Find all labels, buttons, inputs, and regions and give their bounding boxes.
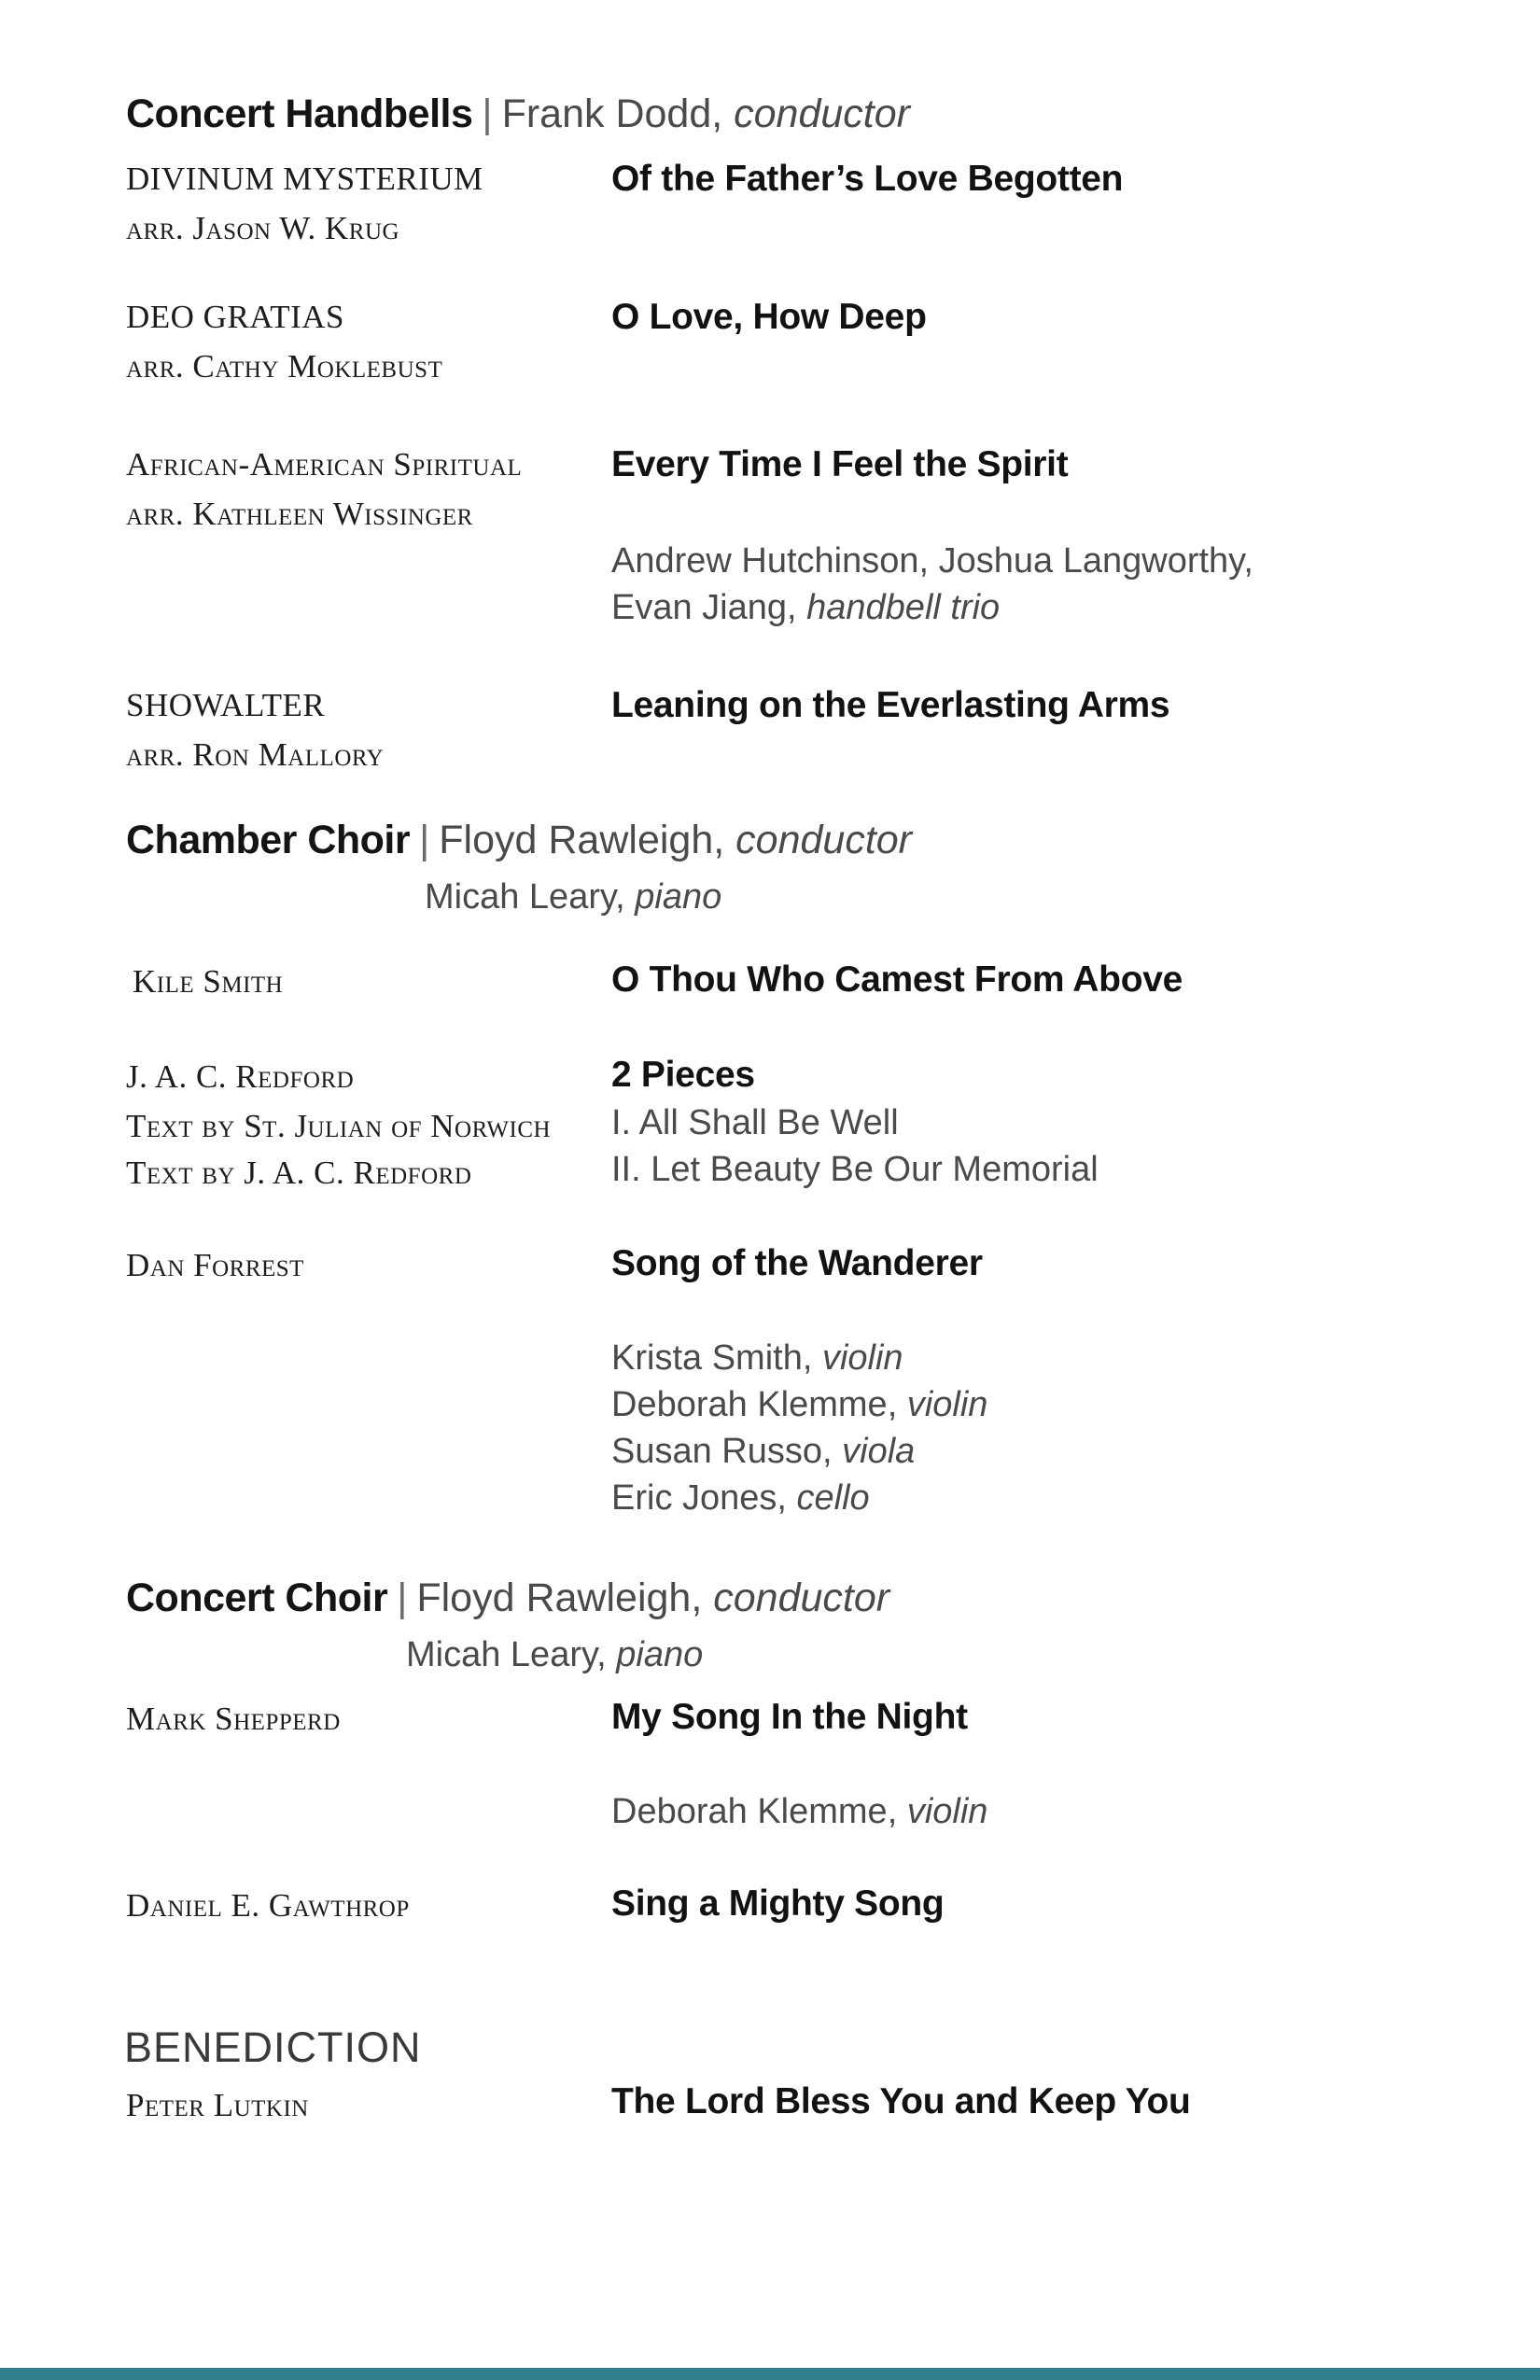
composer-name: Peter Lutkin: [126, 2087, 309, 2123]
piece-title: Of the Father’s Love Begotten: [611, 159, 1124, 199]
movement-title: I. All Shall Be Well: [611, 1103, 899, 1142]
performer-names: Evan Jiang,: [611, 588, 797, 627]
composer-name: Dan Forrest: [126, 1247, 304, 1283]
composer-name: Mark Shepperd: [126, 1701, 341, 1737]
piece-title: Sing a Mighty Song: [611, 1883, 945, 1924]
section-header-director: Floyd Rawleigh,: [416, 1575, 703, 1620]
header-separator: |: [397, 1575, 408, 1620]
piece-title: 2 Pieces: [611, 1055, 755, 1095]
accompanist-role: piano: [616, 1635, 704, 1674]
composer-name: SHOWALTER: [126, 687, 326, 723]
performer-names: Eric Jones,: [611, 1478, 787, 1518]
section-header-director: Floyd Rawleigh,: [439, 818, 725, 862]
performer-role: viola: [842, 1432, 916, 1471]
benediction-label: BENEDICTION: [124, 2023, 422, 2071]
accompanist-name: Micah Leary,: [406, 1635, 607, 1674]
accompanist-role: piano: [635, 877, 722, 917]
performer-names: Deborah Klemme,: [611, 1385, 898, 1424]
arranger-credit: arr. Jason W. Krug: [126, 210, 400, 246]
section-header-role: conductor: [734, 91, 910, 136]
composer-name: J. A. C. Redford: [126, 1058, 355, 1095]
performer-role: violin: [906, 1792, 988, 1831]
composer-name: Kile Smith: [133, 963, 284, 1000]
piece-title: O Love, How Deep: [611, 297, 927, 337]
performer-names: Susan Russo,: [611, 1432, 833, 1471]
composer-name: DEO GRATIAS: [126, 299, 344, 335]
performer-names: Krista Smith,: [611, 1338, 813, 1378]
section-header: [126, 818, 912, 863]
accompanist-credit: [425, 877, 721, 917]
piece-title: The Lord Bless You and Keep You: [611, 2081, 1191, 2121]
performer-credit: [611, 1478, 870, 1519]
section-header: [126, 1575, 889, 1621]
header-separator: |: [419, 818, 430, 862]
performer-role: handbell trio: [806, 588, 1001, 627]
section-header-ensemble: Concert Handbells: [126, 91, 473, 136]
text-credit: Text by J. A. C. Redford: [126, 1155, 472, 1191]
header-separator: |: [482, 91, 493, 136]
movement-title: II. Let Beauty Be Our Memorial: [611, 1150, 1099, 1189]
section-header-ensemble: Chamber Choir: [126, 818, 411, 862]
section-header-director: Frank Dodd,: [501, 91, 723, 136]
footer-accent-bar: [0, 2368, 1540, 2380]
accompanist-name: Micah Leary,: [425, 877, 625, 917]
section-header-role: conductor: [713, 1575, 890, 1620]
piece-title: My Song In the Night: [611, 1697, 968, 1737]
performer-credit: [611, 1792, 987, 1832]
performer-credit: [611, 1432, 915, 1472]
section-header: [126, 91, 910, 137]
piece-title: Every Time I Feel the Spirit: [611, 444, 1069, 484]
performer-credit: [611, 588, 1000, 628]
performer-role: cello: [796, 1478, 870, 1518]
performer-credit: [611, 1338, 903, 1379]
composer-name: African-American Spiritual: [126, 446, 523, 483]
composer-name: DIVINUM MYSTERIUM: [126, 161, 483, 197]
text-credit: Text by St. Julian of Norwich: [126, 1108, 552, 1144]
section-header-ensemble: Concert Choir: [126, 1575, 388, 1620]
arranger-credit: arr. Cathy Moklebust: [126, 348, 443, 385]
performer-credit: [611, 1385, 987, 1425]
performer-role: violin: [906, 1385, 988, 1424]
performer-names: Deborah Klemme,: [611, 1792, 898, 1831]
accompanist-credit: [406, 1635, 703, 1675]
composer-name: Daniel E. Gawthrop: [126, 1887, 410, 1924]
section-header-role: conductor: [735, 818, 912, 862]
arranger-credit: arr. Ron Mallory: [126, 736, 385, 773]
piece-title: Leaning on the Everlasting Arms: [611, 685, 1170, 725]
piece-title: O Thou Who Camest From Above: [611, 959, 1183, 1000]
arranger-credit: arr. Kathleen Wissinger: [126, 496, 473, 532]
piece-title: Song of the Wanderer: [611, 1243, 983, 1283]
performer-credit: Andrew Hutchinson, Joshua Langworthy,: [611, 541, 1253, 581]
performer-role: violin: [821, 1338, 903, 1378]
